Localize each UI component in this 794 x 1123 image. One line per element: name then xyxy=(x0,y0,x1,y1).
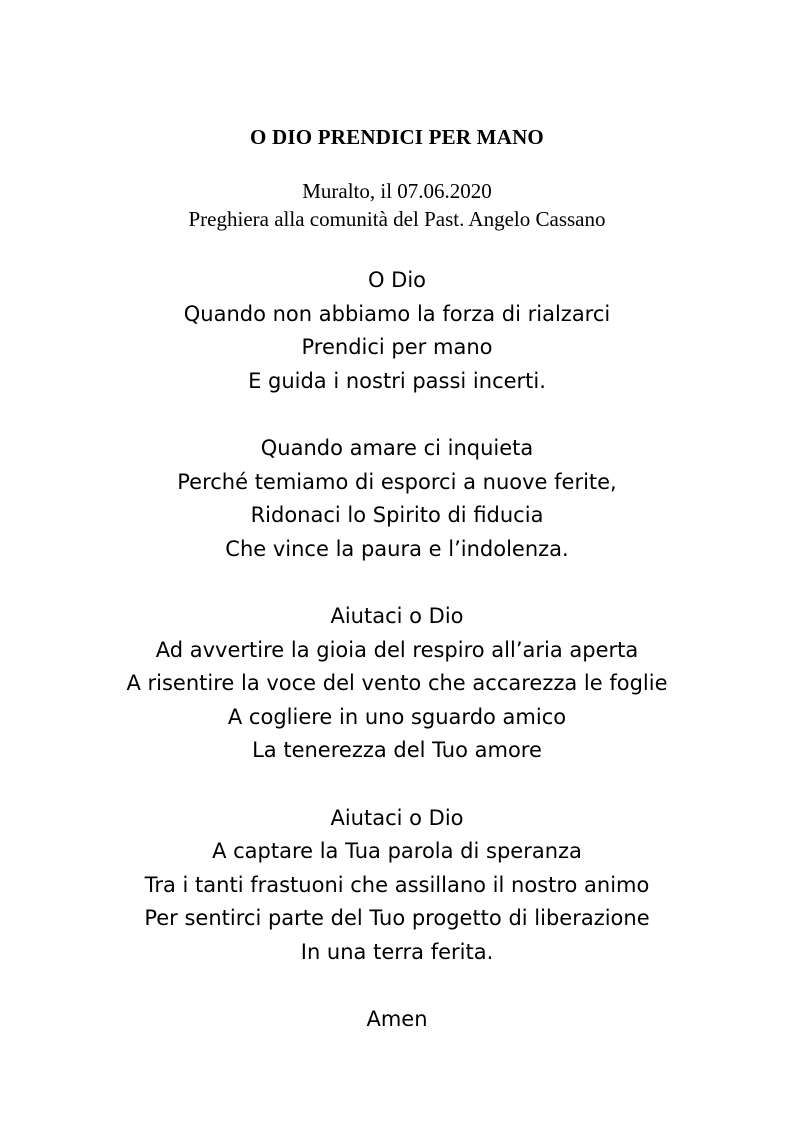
poem-line: E guida i nostri passi incerti. xyxy=(248,368,546,393)
poem-line: A risentire la voce del vento che accarezza le foglie xyxy=(126,671,668,696)
place-date: Muralto, il 07.06.2020 xyxy=(302,179,492,203)
stanza-separator xyxy=(0,969,794,1003)
stanza-3 xyxy=(0,600,794,768)
poem-line: O Dio xyxy=(367,268,427,292)
poem-body xyxy=(0,264,794,1037)
poem-line: Che vince la paura e l’indolenza. xyxy=(225,536,569,561)
stanza-1 xyxy=(0,264,794,398)
poem-line: Quando non abbiamo la forza di rialzarci xyxy=(183,301,611,326)
stanza-2 xyxy=(0,432,794,566)
closing-line-amen: Amen xyxy=(366,1007,428,1032)
poem-line: A cogliere in uno sguardo amico xyxy=(227,704,567,729)
poem-line: Quando amare ci inquieta xyxy=(260,435,534,460)
poem-line: Aiutaci o Dio xyxy=(330,805,464,830)
poem-line: Ad avvertire la gioia del respiro all’aria aperta xyxy=(155,637,639,662)
stanza-separator xyxy=(0,768,794,802)
poem-line: Aiutaci o Dio xyxy=(330,603,464,628)
poem-line: In una terra ferita. xyxy=(300,939,494,964)
poem-line: Ridonaci lo Spirito di fiducia xyxy=(250,503,544,528)
document-subtitle: Preghiera alla comunità del Past. Angelo Cassano xyxy=(188,207,606,231)
stanza-4 xyxy=(0,802,794,970)
poem-line: A captare la Tua parola di speranza xyxy=(212,839,582,864)
poem-line: Prendici per mano xyxy=(301,335,493,360)
stanza-separator xyxy=(0,398,794,432)
stanza-closing xyxy=(0,1003,794,1037)
stanza-separator xyxy=(0,566,794,600)
poem-line: Tra i tanti frastuoni che assillano il nostro animo xyxy=(144,872,650,897)
poem-line: La tenerezza del Tuo amore xyxy=(252,738,542,763)
poem-line: Per sentirci parte del Tuo progetto di liberazione xyxy=(144,906,650,931)
document-title: O DIO PRENDICI PER MANO xyxy=(250,125,544,149)
poem-line: Perché temiamo di esporci a nuove ferite, xyxy=(177,469,617,494)
